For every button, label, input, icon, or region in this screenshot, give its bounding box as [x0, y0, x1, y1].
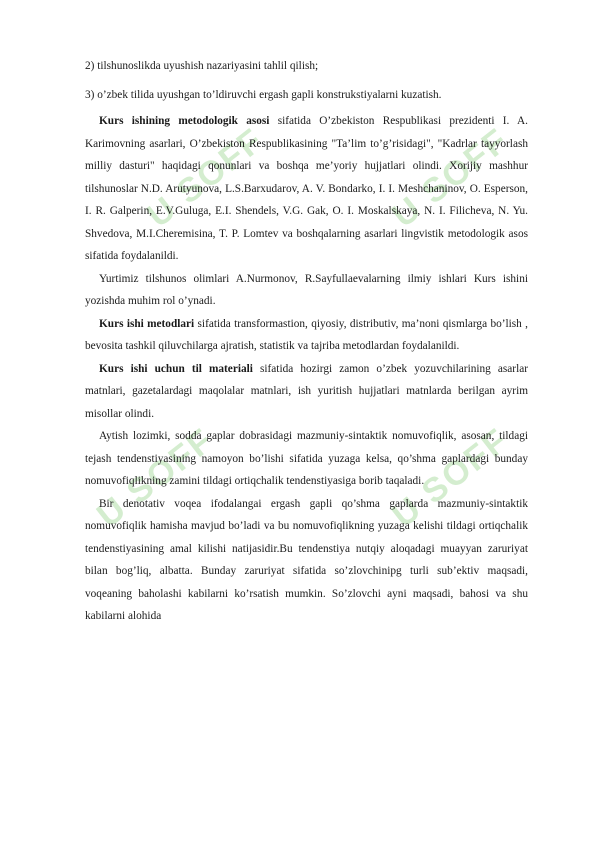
list-item: 3) o’zbek tilida uyushgan to’ldiruvchi ergash gapli konstrukstiyalarni kuzatish. — [85, 88, 442, 101]
paragraph — [85, 493, 528, 628]
paragraph-lead: Kurs ishining metodologik asosi — [99, 115, 270, 127]
watermark: U SOFF — [140, 120, 272, 235]
paragraph-text: Bir denotativ voqea ifodalangai ergash gapli qo’shma gaplarda mazmuniy-sintaktik nomuvofiqlik hamisha mavjud bo’ladi va bu nomuvofiqlikning yuzaga kelishi tildagi ortiqchalik tendenstiyasining amal kilishi natijasidir.Bu tendenstiya nutqiy aloqadagi muayyan zaruriyat bilan bog’liq, albatta. Bunday zaruriyat sifatida so’zlovchinipg turli sub’ektiv maqsadi, voqeaning baholashi kabilarni ko’rsatish mumkin. So’zlovchi ayni maqsadi, bahosi va shu kabilarni alohida — [85, 497, 528, 622]
list-item: 2) tilshunoslikda uyushish nazariyasini tahlil qilish; — [85, 60, 319, 72]
document-body — [85, 55, 528, 628]
watermark: U SOFF — [90, 420, 222, 535]
paragraph-text: sifatida hozirgi zamon o’zbek yozuvchilarining asarlar matnlari, gazetalardagi maqolalar matnlari, ish yuritish hujjatlari matnlarda berilgan ayrim misollar olindi. — [85, 362, 528, 420]
paragraph-text: sifatida O’zbekiston Respublikasi prezidenti I. A. Karimovning asarlari, O’zbekiston Respublikasining "Ta’lim to’g’risidagi", "Kadrlar tayyorlash milliy dasturi" haqidagi qonunlari va boshqa me’yoriy hujjatlari olindi. Xorijiy mashhur tilshunoslar N.D. Arutyunova, L.S.Barxudarov, A. V. Bondarko, I. I. Meshchaninov, O. Esperson, I. R. Galperin, E.V.Guluga, E.I. Shendels, V.G. Gak, O. I. Moskalskaya, N. I. Filicheva, N. Yu. Shvedova, M.I.Cheremisina, T. P. Lomtev va boshqalarning asarlari lingvistik metodologik asos sifatida foydalanildi. — [85, 115, 528, 262]
paragraph-text: Aytish lozimki, sodda gaplar dobrasidagi mazmuniy-sintaktik nomuvofiqlik, asosan, tildagi tejash tendenstiyasining namoyon bo’lishi sifatida yuzaga kelsa, qo’shma gaplardagi bunday nomuvofiqlikning zamini tildagi ortiqchalik tendenstiyasiga borib taqaladi. — [85, 430, 528, 487]
paragraph-text: Yurtimiz tilshunos olimlari A.Nurmonov, R.Sayfullaevalarning ilmiy ishlari Kurs ishini yozishda muhim rol o’ynadi. — [85, 272, 528, 307]
paragraph — [85, 358, 528, 426]
watermark: U SOFF — [385, 420, 517, 535]
paragraph — [85, 268, 528, 313]
paragraph-lead: Kurs ishi metodlari — [99, 317, 195, 330]
paragraph — [85, 313, 528, 358]
paragraph — [85, 425, 528, 493]
paragraph — [85, 110, 528, 268]
watermark: U SOFF — [385, 120, 517, 235]
paragraph-text: sifatida transformastion, qiyosiy, distributiv, ma’noni qismlarga bo’lish , bevosita tashkil qiluvchilarga ajratish, statistik va tajriba metodlardan foydalanildi. — [85, 317, 528, 352]
paragraph-lead: Kurs ishi uchun til materiali — [99, 362, 253, 375]
